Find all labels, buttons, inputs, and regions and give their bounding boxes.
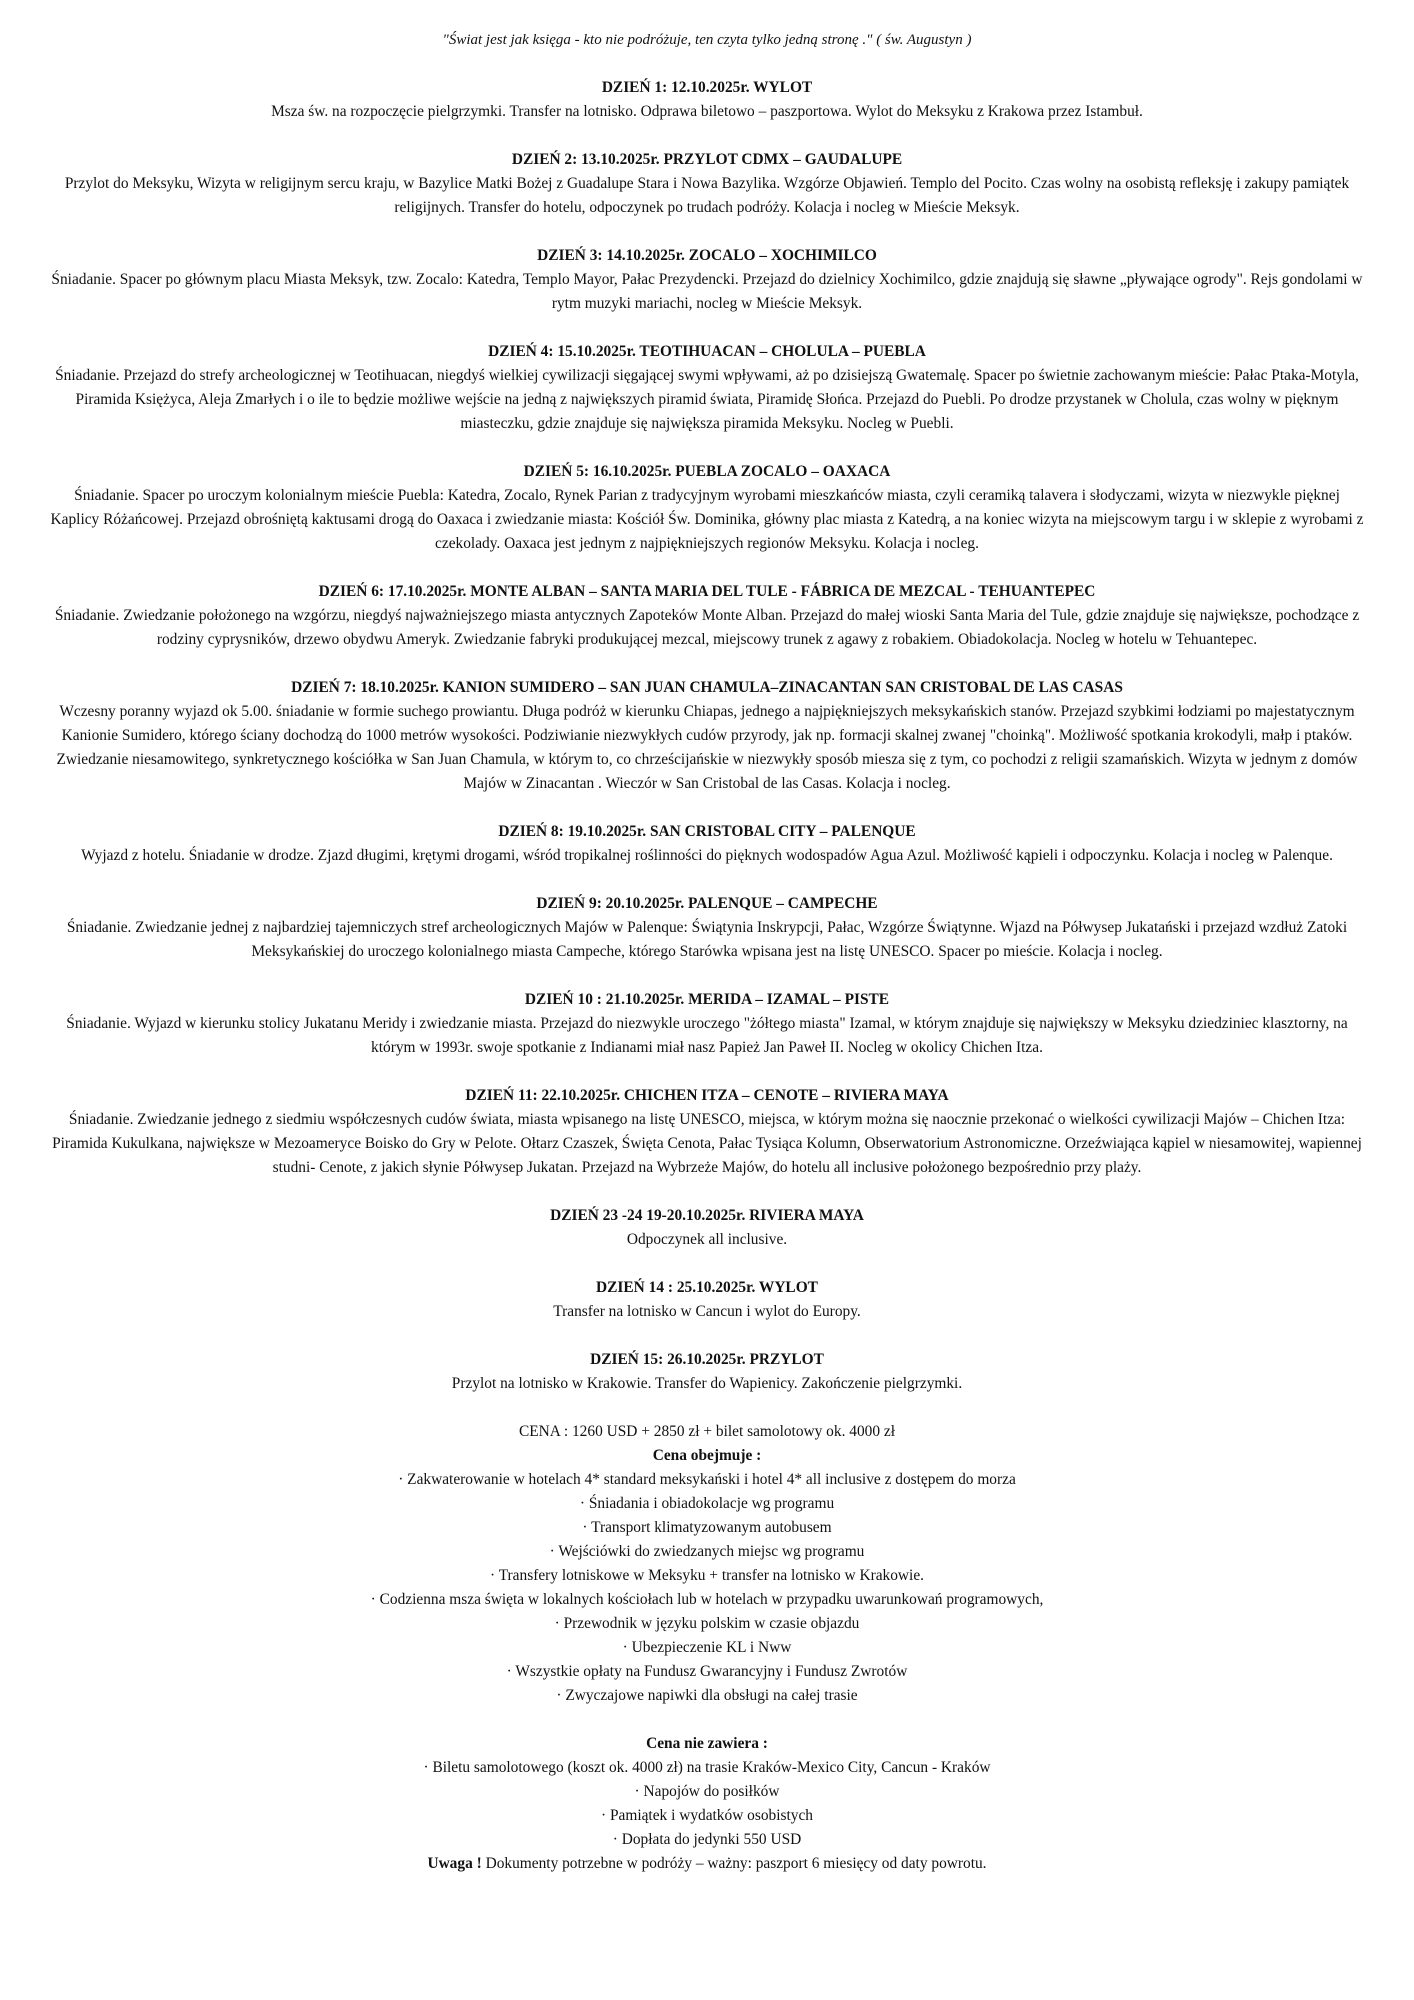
included-item: · Śniadania i obiadokolacje wg programu [579, 1495, 835, 1512]
day-description: Wyjazd z hotelu. Śniadanie w drodze. Zjazd długimi, krętymi drogami, wśród tropikalnej roślinności do pięknych wodospadów Agua Azul. Możliwość kąpieli i odpoczynku. Kolacja i nocleg w Palenque. [81, 847, 1333, 864]
included-item: · Transfery lotniskowe w Meksyku + transfer na lotnisko w Krakowie. [490, 1567, 924, 1584]
day-title: DZIEŃ 6: 17.10.2025r. MONTE ALBAN – SANTA MARIA DEL TULE - FÁBRICA DE MEZCAL - TEHUANTEPEC [318, 583, 1096, 600]
price-section [50, 1420, 1364, 1708]
day-title: DZIEŃ 10 : 21.10.2025r. MERIDA – IZAMAL – PISTE [524, 991, 890, 1008]
included-item: · Przewodnik w języku polskim w czasie objazdu [554, 1615, 860, 1632]
note-label: Uwaga ! [427, 1855, 482, 1872]
day-description: Śniadanie. Zwiedzanie jednego z siedmiu współczesnych cudów świata, miasta wpisanego na listę UNESCO, miejsca, w którym można się naocznie przekonać o wielkości cywilizacji Majów – Chichen Itza: Piramida Kukulkana, największe w Mezoameryce Boisko do Gry w Pelote. Ołtarz Czaszek, Święta Cenota, Pałac Tysiąca Kolumn, Obserwatorium Astronomiczne. Orzeźwiająca kąpiel w niesamowitej, wapiennej studni- Cenote, z jakich słynie Półwysep Jukatan. Przejazd na Wybrzeże Majów, do hotelu all inclusive położonego bezpośrednio przy plaży. [52, 1111, 1362, 1176]
day-title: DZIEŃ 4: 15.10.2025r. TEOTIHUACAN – CHOLULA – PUEBLA [488, 343, 926, 360]
day-description: Msza św. na rozpoczęcie pielgrzymki. Transfer na lotnisko. Odprawa biletowo – paszportowa. Wylot do Meksyku z Krakowa przez Istambuł. [271, 103, 1143, 120]
price-line: CENA : 1260 USD + 2850 zł + bilet samolotowy ok. 4000 zł [518, 1423, 896, 1440]
day-title: DZIEŃ 5: 16.10.2025r. PUEBLA ZOCALO – OAXACA [523, 463, 891, 480]
included-item: · Ubezpieczenie KL i Nww [622, 1639, 792, 1656]
day-section [50, 76, 1364, 124]
excludes-section [50, 1732, 1364, 1876]
day-section [50, 244, 1364, 316]
day-description: Transfer na lotnisko w Cancun i wylot do Europy. [553, 1303, 861, 1320]
day-title: DZIEŃ 11: 22.10.2025r. CHICHEN ITZA – CENOTE – RIVIERA MAYA [465, 1087, 949, 1104]
includes-title: Cena obejmuje : [652, 1447, 762, 1464]
day-description: Przylot na lotnisko w Krakowie. Transfer do Wapienicy. Zakończenie pielgrzymki. [451, 1375, 963, 1392]
day-title: DZIEŃ 9: 20.10.2025r. PALENQUE – CAMPECHE [536, 895, 878, 912]
day-section [50, 460, 1364, 556]
day-section [50, 1348, 1364, 1396]
day-title: DZIEŃ 15: 26.10.2025r. PRZYLOT [590, 1351, 824, 1368]
includes-list [50, 1468, 1364, 1708]
included-item: · Zakwaterowanie w hotelach 4* standard meksykański i hotel 4* all inclusive z dostępem do morza [398, 1471, 1016, 1488]
day-section [50, 988, 1364, 1060]
day-section [50, 1084, 1364, 1180]
included-item: · Wejściówki do zwiedzanych miejsc wg programu [549, 1543, 865, 1560]
day-description: Przylot do Meksyku, Wizyta w religijnym sercu kraju, w Bazylice Matki Bożej z Guadalupe Stara i Nowa Bazylika. Wzgórze Objawień. Templo del Pocito. Czas wolny na osobistą refleksję i zakupy pamiątek religijnych. Transfer do hotelu, odpoczynek po trudach podróży. Kolacja i nocleg w Mieście Meksyk. [64, 175, 1350, 216]
included-item: · Wszystkie opłaty na Fundusz Gwarancyjny i Fundusz Zwrotów [506, 1663, 908, 1680]
day-section [50, 580, 1364, 652]
quote-text: Świat jest jak księga - kto nie podróżuje, ten czyta tylko jedną stronę . [448, 32, 867, 48]
included-item: · Codzienna msza święta w lokalnych kościołach lub w hotelach w przypadku uwarunkowań programowych, [370, 1591, 1044, 1608]
day-description: Śniadanie. Spacer po uroczym kolonialnym mieście Puebla: Katedra, Zocalo, Rynek Parian z tradycyjnym wyrobami mieszkańców miasta, czyli ceramiką talavera i słodyczami, wizyta w niezwykle pięknej Kaplicy Różańcowej. Przejazd obrośniętą kaktusami drogą do Oaxaca i zwiedzanie miasta: Kościół Św. Dominika, główny plac miasta z Katedrą, a na koniec wizyta na miejscowym targu i w sklepie z wyrobami z czekolady. Oaxaca jest jednym z najpiękniejszych regionów Meksyku. Kolacja i nocleg. [50, 487, 1364, 552]
day-title: DZIEŃ 7: 18.10.2025r. KANION SUMIDERO – SAN JUAN CHAMULA–ZINACANTAN SAN CRISTOBAL DE LAS CASAS [291, 679, 1123, 696]
day-title: DZIEŃ 2: 13.10.2025r. PRZYLOT CDMX – GAUDALUPE [511, 151, 903, 168]
day-section [50, 892, 1364, 964]
day-description: Śniadanie. Spacer po głównym placu Miasta Meksyk, tzw. Zocalo: Katedra, Templo Mayor, Pałac Prezydencki. Przejazd do dzielnicy Xochimilco, gdzie znajdują się sławne „pływające ogrody". Rejs gondolami w rytm muzyki mariachi, nocleg w Mieście Meksyk. [51, 271, 1363, 312]
motto-quote: "Świat jest jak księga - kto nie podróżuje, ten czyta tylko jedną stronę ." ( św. Augustyn ) [442, 32, 972, 48]
excluded-item: · Pamiątek i wydatków osobistych [600, 1807, 814, 1824]
excluded-item: · Dopłata do jedynki 550 USD [612, 1831, 802, 1848]
excluded-item: · Napojów do posiłków [634, 1783, 780, 1800]
day-title: DZIEŃ 23 -24 19-20.10.2025r. RIVIERA MAYA [550, 1207, 864, 1224]
day-section [50, 820, 1364, 868]
included-item: · Transport klimatyzowanym autobusem [582, 1519, 832, 1536]
note-text: Dokumenty potrzebne w podróży – ważny: paszport 6 miesięcy od daty powrotu. [481, 1855, 987, 1872]
day-section [50, 1204, 1364, 1252]
day-description: Śniadanie. Przejazd do strefy archeologicznej w Teotihuacan, niegdyś wielkiej cywilizacji sięgającej swymi wpływami, aż po dzisiejszą Gwatemalę. Spacer po świetnie zachowanym mieście: Pałac Ptaka-Motyla, Piramida Księżyca, Aleja Zmarłych i o ile to będzie możliwe wejście na jedną z największych piramid świata, Piramidę Słońca. Przejazd do Puebli. Po drodze przystanek w Cholula, czas wolny w pięknym miasteczku, gdzie znajduje się największa piramida Meksyku. Nocleg w Puebli. [55, 367, 1359, 432]
day-title: DZIEŃ 3: 14.10.2025r. ZOCALO – XOCHIMILCO [537, 247, 877, 264]
excluded-item: · Biletu samolotowego (koszt ok. 4000 zł) na trasie Kraków-Mexico City, Cancun - Kraków [423, 1759, 991, 1776]
day-description: Wczesny poranny wyjazd ok 5.00. śniadanie w formie suchego prowiantu. Długa podróż w kierunku Chiapas, jednego a najpiękniejszych meksykańskich stanów. Przejazd szybkimi łodziami po majestatycznym Kanionie Sumidero, którego ściany dochodzą do 1000 metrów wysokości. Podziwianie niezwykłych cudów przyrody, jak np. formacji skalnej zwanej "choinką". Możliwość spotkania krokodyli, małp i ptaków. Zwiedzanie niesamowitego, synkretycznego kościółka w San Juan Chamula, w którym to, co chrześcijańskie w niezwykły sposób miesza się z tym, co pochodzi z religii szamańskich. Wizyta w jednym z domów Majów w Zinacantan . Wieczór w San Cristobal de las Casas. Kolacja i nocleg. [56, 703, 1358, 792]
excludes-list [50, 1756, 1364, 1852]
day-description: Śniadanie. Wyjazd w kierunku stolicy Jukatanu Meridy i zwiedzanie miasta. Przejazd do niezwykle uroczego "żółtego miasta" Izamal, w którym znajduje się największy w Meksyku dziedziniec klasztorny, na którym w 1993r. swoje spotkanie z Indianami miał nasz Papież Jan Paweł II. Nocleg w okolicy Chichen Itza. [66, 1015, 1348, 1056]
itinerary [50, 76, 1364, 1396]
day-section [50, 676, 1364, 796]
travel-note [50, 1852, 1364, 1876]
day-title: DZIEŃ 8: 19.10.2025r. SAN CRISTOBAL CITY – PALENQUE [498, 823, 916, 840]
day-section [50, 340, 1364, 436]
excludes-title: Cena nie zawiera : [646, 1735, 768, 1752]
day-section [50, 1276, 1364, 1324]
day-title: DZIEŃ 14 : 25.10.2025r. WYLOT [596, 1279, 818, 1296]
day-description: Śniadanie. Zwiedzanie położonego na wzgórzu, niegdyś najważniejszego miasta antycznych Zapoteków Monte Alban. Przejazd do małej wioski Santa Maria del Tule, gdzie znajduje się największe, pochodzące z rodziny cyprysników, drzewo obydwu Ameryk. Zwiedzanie fabryki produkującej mezcal, miejscowy trunek z agawy z robakiem. Obiadokolacja. Nocleg w hotelu w Tehuantepec. [54, 607, 1360, 648]
day-section [50, 148, 1364, 220]
included-item: · Zwyczajowe napiwki dla obsługi na całej trasie [556, 1687, 858, 1704]
day-description: Śniadanie. Zwiedzanie jednej z najbardziej tajemniczych stref archeologicznych Majów w Palenque: Świątynia Inskrypcji, Pałac, Wzgórze Świątynne. Wjazd na Półwysep Jukatański i przejazd wzdłuż Zatoki Meksykańskiej do uroczego kolonialnego miasta Campeche, którego Starówka wpisana jest na listę UNESCO. Spacer po mieście. Kolacja i nocleg. [66, 919, 1348, 960]
day-description: Odpoczynek all inclusive. [626, 1231, 788, 1248]
quote-author: ( św. Augustyn ) [876, 32, 972, 48]
day-title: DZIEŃ 1: 12.10.2025r. WYLOT [601, 79, 813, 96]
